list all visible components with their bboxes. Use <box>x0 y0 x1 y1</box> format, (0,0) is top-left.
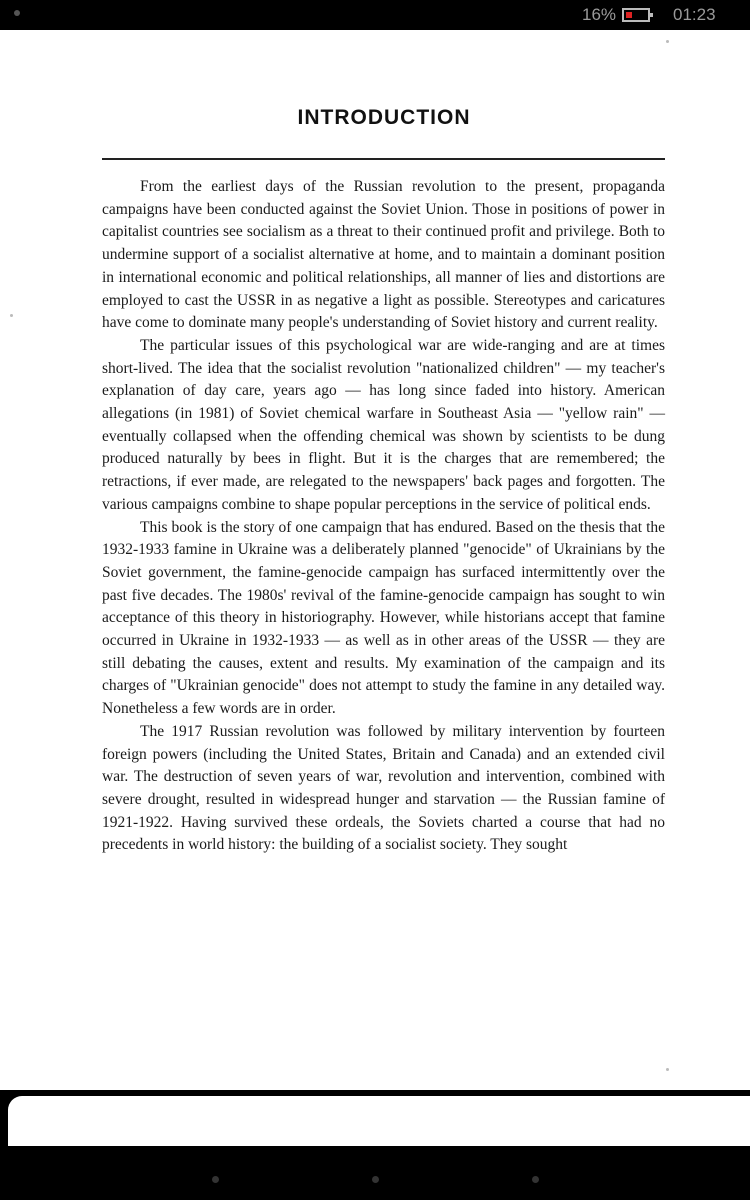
reader-bottom-bar[interactable] <box>8 1096 750 1146</box>
battery-level-fill <box>626 12 632 18</box>
paragraph: This book is the story of one campaign that has endured. Based on the thesis that the 1932-1933 famine in Ukraine was a deliberately planned "genocide" of Ukrainians by the Soviet government, the famine-genocide campaign has surfaced intermittently over the past five decades. The 1980s' revival of the famine-genocide campaign has sought to win acceptance of this theory in historiography. However, while historians accept that famine occurred in Ukraine in 1932-1933 — as well as in other areas of the USSR — they are still debating the causes, extent and results. My examination of the campaign and its charges of "Ukrainian genocide" does not attempt to study the famine in any detailed way. Nonetheless a few words are in order. <box>102 518 665 718</box>
scan-speck <box>666 1068 669 1071</box>
nav-dot-icon <box>532 1176 539 1183</box>
title-rule <box>102 158 665 160</box>
nav-dot-icon <box>372 1176 379 1183</box>
bottom-area <box>0 1090 750 1200</box>
nav-dot-icon <box>212 1176 219 1183</box>
paragraph: The particular issues of this psychological war are wide-ranging and are at times short-lived. The idea that the socialist revolution "nationalized children" — my teacher's explanation of day care, years ago — has long since faded into history. American allegations (in 1981) of Soviet chemical warfare in Southeast Asia — "yellow rain" — eventually collapsed when the offending chemical was shown by scientists to be dung produced naturally by bees in flight. But it is the charges that are remembered; the retractions, if ever made, are relegated to the newspapers' back pages and forgotten. The various campaigns combine to shape popular perceptions in the service of political ends. <box>102 336 665 513</box>
scan-speck <box>10 314 13 317</box>
clock: 01:23 <box>673 5 716 24</box>
status-bar <box>0 0 750 30</box>
paragraph: The 1917 Russian revolution was followed by military intervention by fourteen foreign powers (including the United States, Britain and Canada) and an extended civil war. The destruction of seven years of war, revolution and intervention, combined with severe drought, resulted in widespread hunger and starvation — the Russian famine of 1921-1922. Having survived these ordeals, the Soviets charted a course that had no precedents in world history: the building of a socialist society. They sought <box>102 722 665 854</box>
scan-speck <box>666 40 669 43</box>
body-text <box>102 176 665 857</box>
battery-tip <box>650 13 653 17</box>
reader-page[interactable] <box>0 30 750 1090</box>
chapter-title: INTRODUCTION <box>297 106 471 129</box>
paragraph: From the earliest days of the Russian revolution to the present, propaganda campaigns have been conducted against the Soviet Union. Those in positions of power in capitalist countries see socialism as a threat to their continued profit and privilege. Both to undermine support of a socialist alternative at home, and to maintain a dominant position in international economic and political relationships, all manner of lies and distortions are employed to cast the USSR in as negative a light as possible. Stereotypes and caricatures have come to dominate many people's understanding of Soviet history and current reality. <box>102 178 665 332</box>
notification-dot-icon <box>14 10 20 16</box>
battery-percent: 16% <box>582 5 617 24</box>
battery-icon <box>622 8 650 22</box>
